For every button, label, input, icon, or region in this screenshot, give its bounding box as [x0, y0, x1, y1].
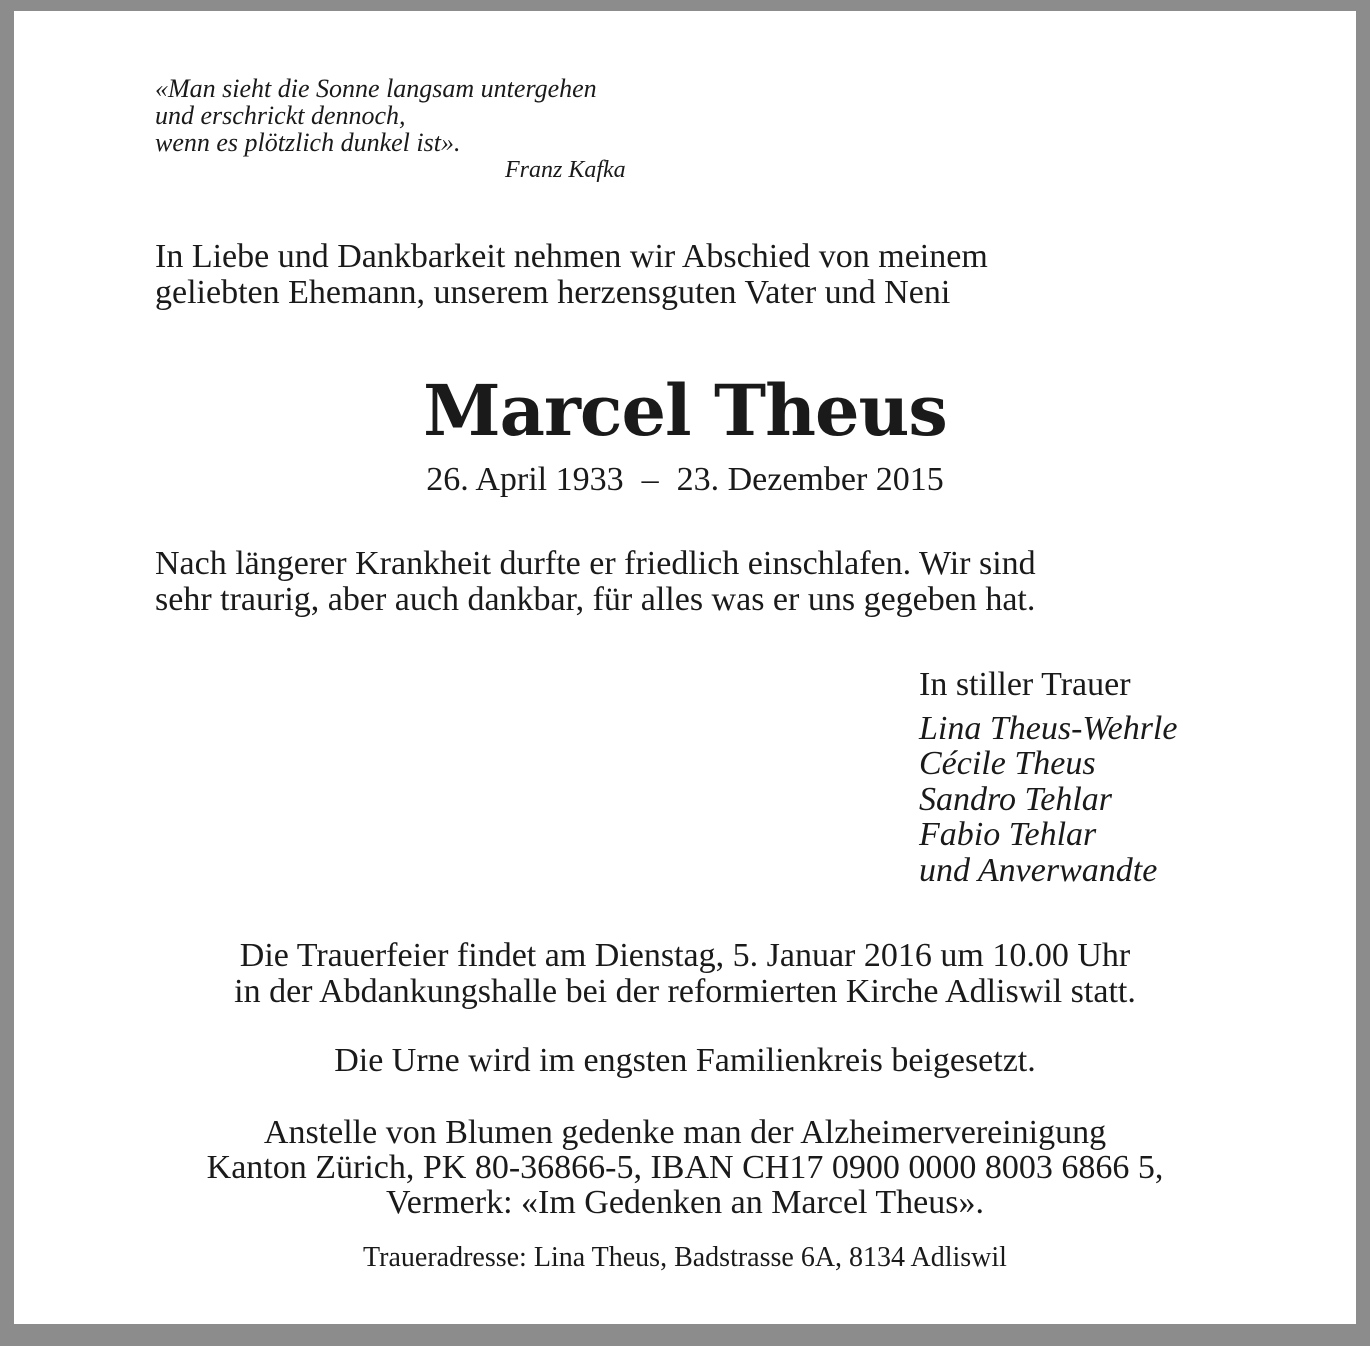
intro-text	[155, 239, 1235, 311]
mourner-name: Sandro Tehlar	[919, 780, 1113, 818]
farewell-message	[155, 546, 1220, 618]
birth-date: 26. April 1933	[426, 461, 624, 498]
obituary-page	[14, 11, 1356, 1324]
message-line: Nach längerer Krankheit durfte er friedlich einschlafen. Wir sind	[155, 545, 1036, 582]
urn-notice: Die Urne wird im engsten Familienkreis beigesetzt.	[334, 1042, 1036, 1079]
date-separator: –	[641, 461, 659, 498]
quote-line: und erschrickt dennoch,	[155, 101, 406, 130]
funeral-service-info	[14, 938, 1356, 1010]
mourner-name: Cécile Theus	[919, 745, 1096, 782]
mourners-signature	[919, 667, 1177, 888]
service-line: Die Trauerfeier findet am Dienstag, 5. Januar 2016 um 10.00 Uhr	[239, 937, 1131, 974]
intro-line: geliebten Ehemann, unserem herzensguten Vater und Neni	[155, 274, 951, 311]
message-line: sehr traurig, aber auch dankbar, für alles was er uns gegeben hat.	[155, 581, 1036, 618]
mourner-name: Lina Theus-Wehrle	[919, 709, 1178, 747]
service-line: in der Abdankungshalle bei der reformierten Kirche Adliswil statt.	[234, 973, 1136, 1010]
intro-line: In Liebe und Dankbarkeit nehmen wir Abschied von meinem	[155, 238, 988, 275]
donation-line: Anstelle von Blumen gedenke man der Alzheimervereinigung	[263, 1114, 1107, 1151]
mourner-name: und Anverwandte	[919, 851, 1158, 889]
deceased-name: Marcel Theus	[423, 369, 947, 452]
epigraph-quote	[155, 75, 675, 156]
mourner-name: Fabio Tehlar	[919, 816, 1097, 853]
signature-header: In stiller Trauer	[919, 666, 1131, 703]
life-dates	[14, 461, 1356, 499]
quote-line: «Man sieht die Sonne langsam untergehen	[155, 74, 597, 103]
death-date: 23. Dezember 2015	[676, 461, 944, 498]
mourning-address: Traueradresse: Lina Theus, Badstrasse 6A, 8134 Adliswil	[363, 1242, 1007, 1273]
donation-line: Vermerk: «Im Gedenken an Marcel Theus».	[386, 1184, 984, 1221]
donation-notice	[14, 1115, 1356, 1220]
quote-author: Franz Kafka	[505, 157, 626, 183]
quote-line: wenn es plötzlich dunkel ist».	[155, 128, 461, 157]
donation-line: Kanton Zürich, PK 80-36866-5, IBAN CH17 0900 0000 8003 6866 5,	[206, 1149, 1164, 1186]
